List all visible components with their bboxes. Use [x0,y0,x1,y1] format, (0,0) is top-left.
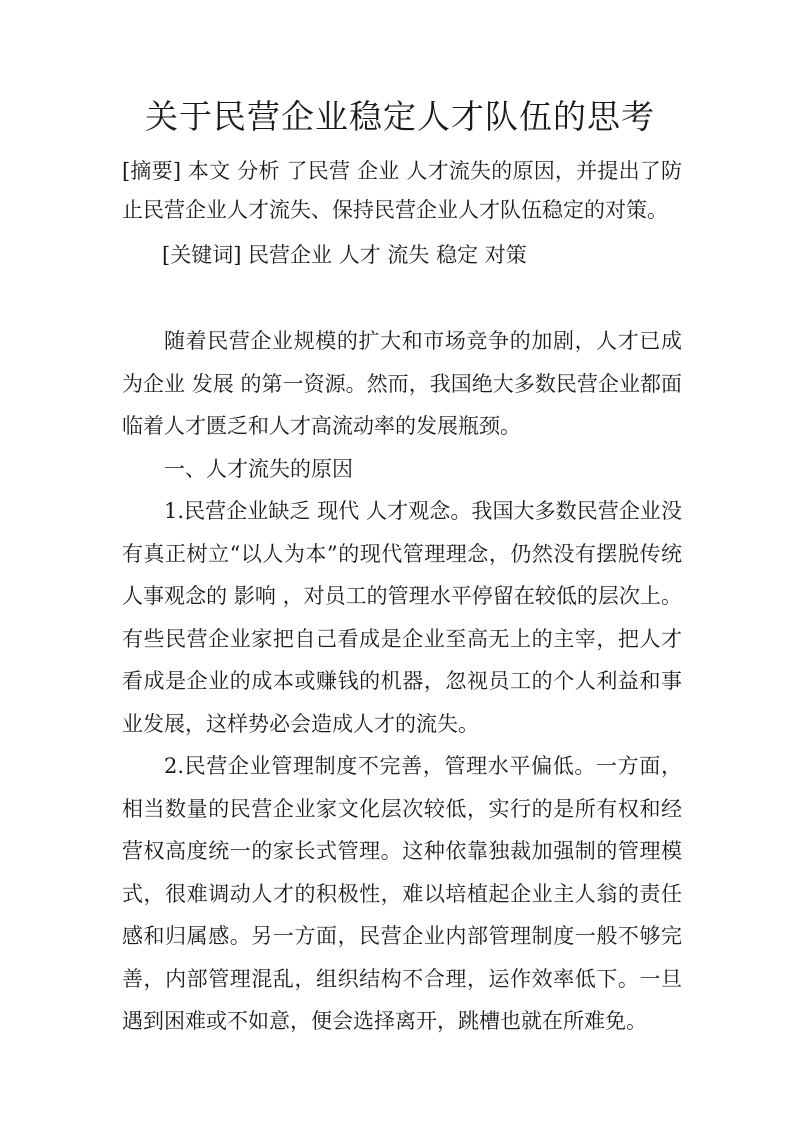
paragraph-point-1: 1.民营企业缺乏 现代 人才观念。我国大多数民营企业没有真正树立“以人为本”的现代管理理念，仍然没有摆脱传统人事观念的 影响 ，对员工的管理水平停留在较低的层次上。有些民营企业家把自己看成是企业至高无上的主宰，把人才看成是企业的成本或赚钱的机器，忽视员工的个人利益和事业发展，这样势必会造成人才的流失。 [122,499,682,736]
keywords: [关键词] 民营企业 人才 流失 稳定 对策 [162,243,527,267]
body-text [122,320,682,1043]
abstract: [摘要] 本文 分析 了民营 企业 人才流失的原因，并提出了防止民营企业人才流失、保持民营企业人才队伍稳定的对策。 [122,159,682,222]
section-heading: 一、人才流失的原因 [164,456,353,481]
document-title: 关于民营企业稳定人才队伍的思考 [145,97,655,136]
paragraph-point-2: 2.民营企业管理制度不完善，管理水平偏低。一方面，相当数量的民营企业家文化层次较低，实行的是所有权和经营权高度统一的家长式管理。这种依靠独裁加强制的管理模式，很难调动人才的积极性，难以培植起企业主人翁的责任感和归属感。另一方面，民营企业内部管理制度一般不够完善，内部管理混乱，组织结构不合理，运作效率低下。一旦遇到困难或不如意，便会选择离开，跳槽也就在所难免。 [122,754,682,1033]
paragraph-intro: 随着民营企业规模的扩大和市场竞争的加剧，人才已成为企业 发展 的第一资源。然而，我国绝大多数民营企业都面临着人才匮乏和人才高流动率的发展瓶颈。 [122,329,682,438]
